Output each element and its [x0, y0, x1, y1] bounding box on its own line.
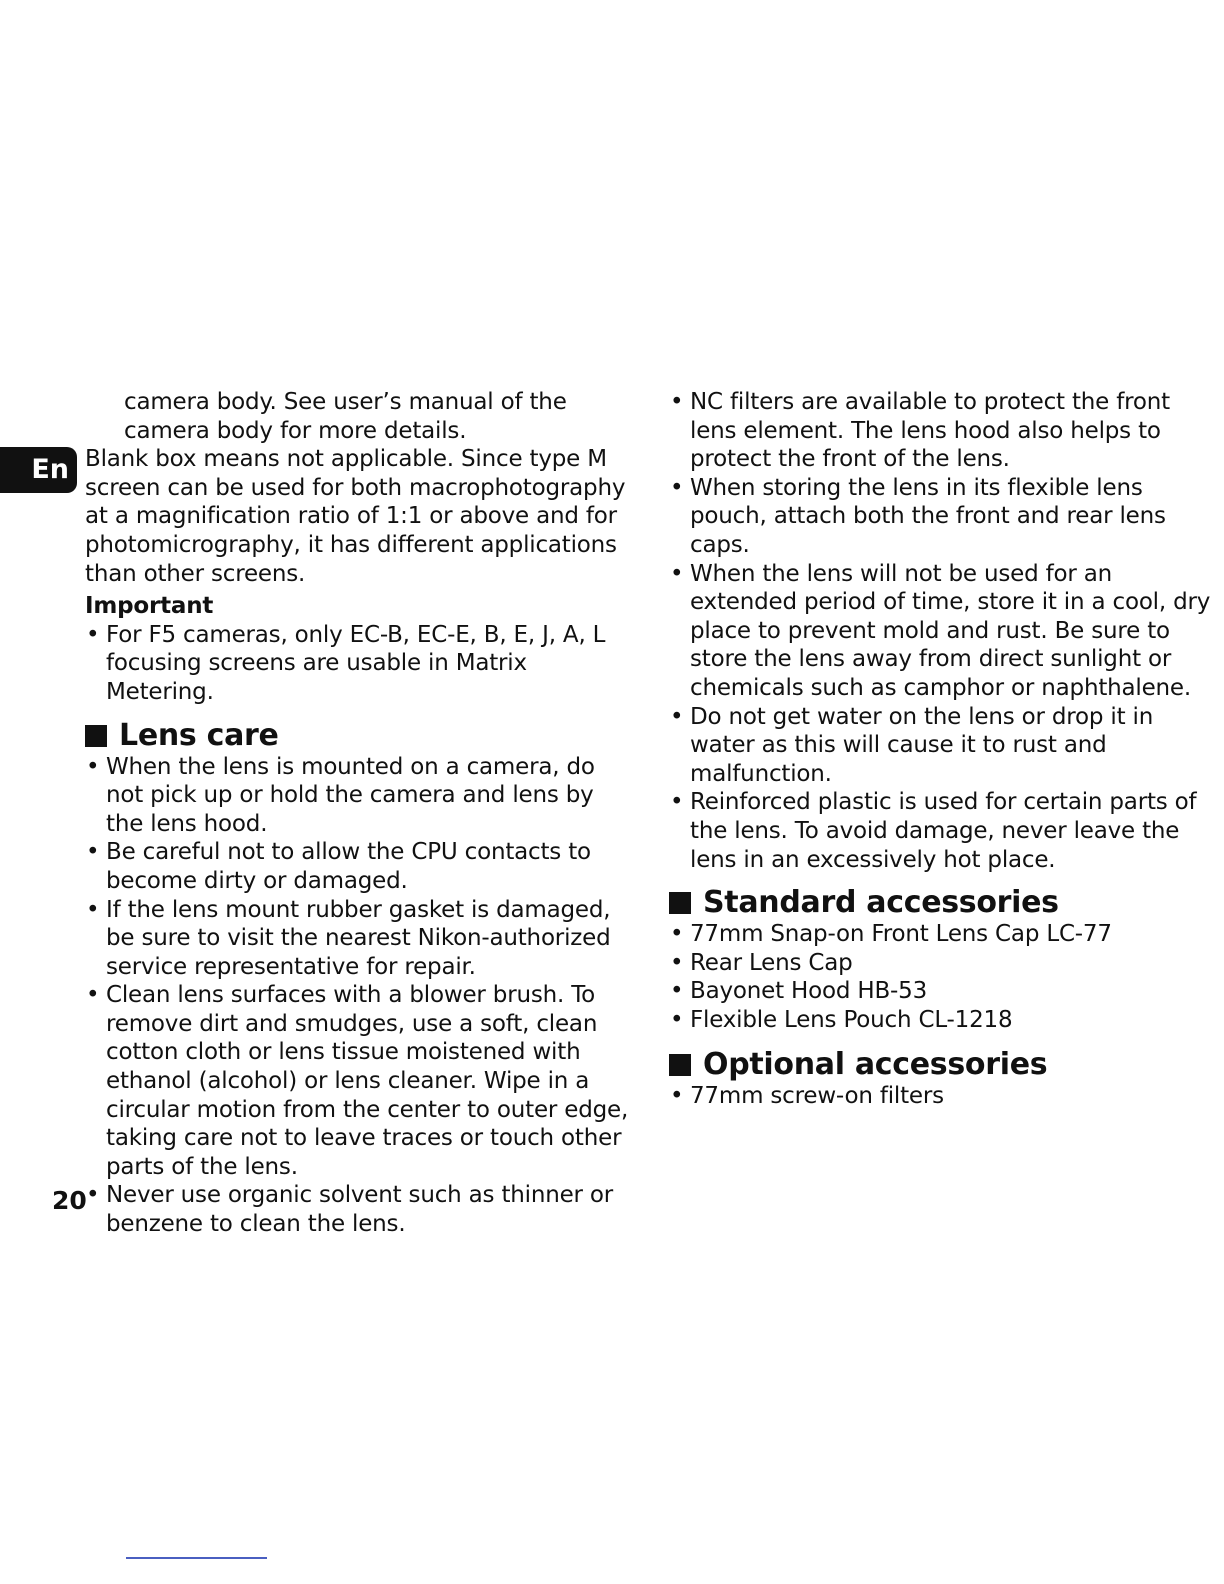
list-item: • Do not get water on the lens or drop it in water as this will cause it to rust and malfunction.	[669, 703, 1214, 789]
list-item: • Bayonet Hood HB-53	[669, 977, 1214, 1006]
list-item: • When the lens will not be used for an extended period of time, store it in a cool, dry place to prevent mold and rust. Be sure to store the lens away from direct sunlight or chemicals such as camphor or naphthalene.	[669, 560, 1214, 703]
lens-care-heading	[85, 719, 630, 753]
list-item: • Clean lens surfaces with a blower brush. To remove dirt and smudges, use a soft, clean cotton cloth or lens tissue moistened with ethanol (alcohol) or lens cleaner. Wipe in a circular motion from the center to outer edge, taking care not to leave traces or touch other parts of the lens.	[85, 981, 630, 1181]
language-tab: En	[0, 447, 77, 493]
list-item: • Flexible Lens Pouch CL-1218	[669, 1006, 1214, 1035]
heading-text: Optional accessories	[703, 1047, 1048, 1083]
square-bullet-icon	[85, 725, 107, 747]
list-item: • When the lens is mounted on a camera, do not pick up or hold the camera and lens by the lens hood.	[85, 753, 630, 839]
list-item: • Be careful not to allow the CPU contacts to become dirty or damaged.	[85, 838, 630, 895]
left-column	[85, 388, 630, 1239]
list-item: • Never use organic solvent such as thinner or benzene to clean the lens.	[85, 1181, 630, 1238]
list-item: • 77mm screw-on filters	[669, 1082, 1214, 1111]
square-bullet-icon	[669, 1054, 691, 1076]
optional-accessories-heading	[669, 1048, 1214, 1082]
important-list	[85, 621, 630, 707]
heading-text: Standard accessories	[703, 885, 1059, 921]
standard-accessories-list	[669, 920, 1214, 1034]
square-bullet-icon	[669, 892, 691, 914]
list-item: • For F5 cameras, only EC-B, EC-E, B, E, J, A, L focusing screens are usable in Matrix Metering.	[85, 621, 630, 707]
important-heading: Important	[85, 593, 214, 620]
list-item: • When storing the lens in its flexible lens pouch, attach both the front and rear lens caps.	[669, 474, 1214, 560]
lens-care-list	[85, 753, 630, 1239]
continuation-text: camera body. See user’s manual of the camera body for more details.	[124, 389, 567, 444]
care-continued-list	[669, 388, 1214, 874]
list-item: • 77mm Snap-on Front Lens Cap LC-77	[669, 920, 1214, 949]
standard-accessories-heading	[669, 886, 1214, 920]
blank-box-paragraph: Blank box means not applicable. Since type M screen can be used for both macrophotography at a magnification ratio of 1:1 or above and for photomicrography, it has different applications than other screens.	[85, 446, 626, 587]
right-column	[669, 388, 1214, 1111]
list-item: • Reinforced plastic is used for certain parts of the lens. To avoid damage, never leave the lens in an excessively hot place.	[669, 788, 1214, 874]
list-item: • NC filters are available to protect the front lens element. The lens hood also helps to protect the front of the lens.	[669, 388, 1214, 474]
list-item: • Rear Lens Cap	[669, 949, 1214, 978]
heading-text: Lens care	[119, 717, 279, 753]
page-number: 20	[52, 1186, 87, 1215]
optional-accessories-list	[669, 1082, 1214, 1111]
bottom-rule	[126, 1557, 267, 1559]
list-item: • If the lens mount rubber gasket is damaged, be sure to visit the nearest Nikon-authorized service representative for repair.	[85, 896, 630, 982]
